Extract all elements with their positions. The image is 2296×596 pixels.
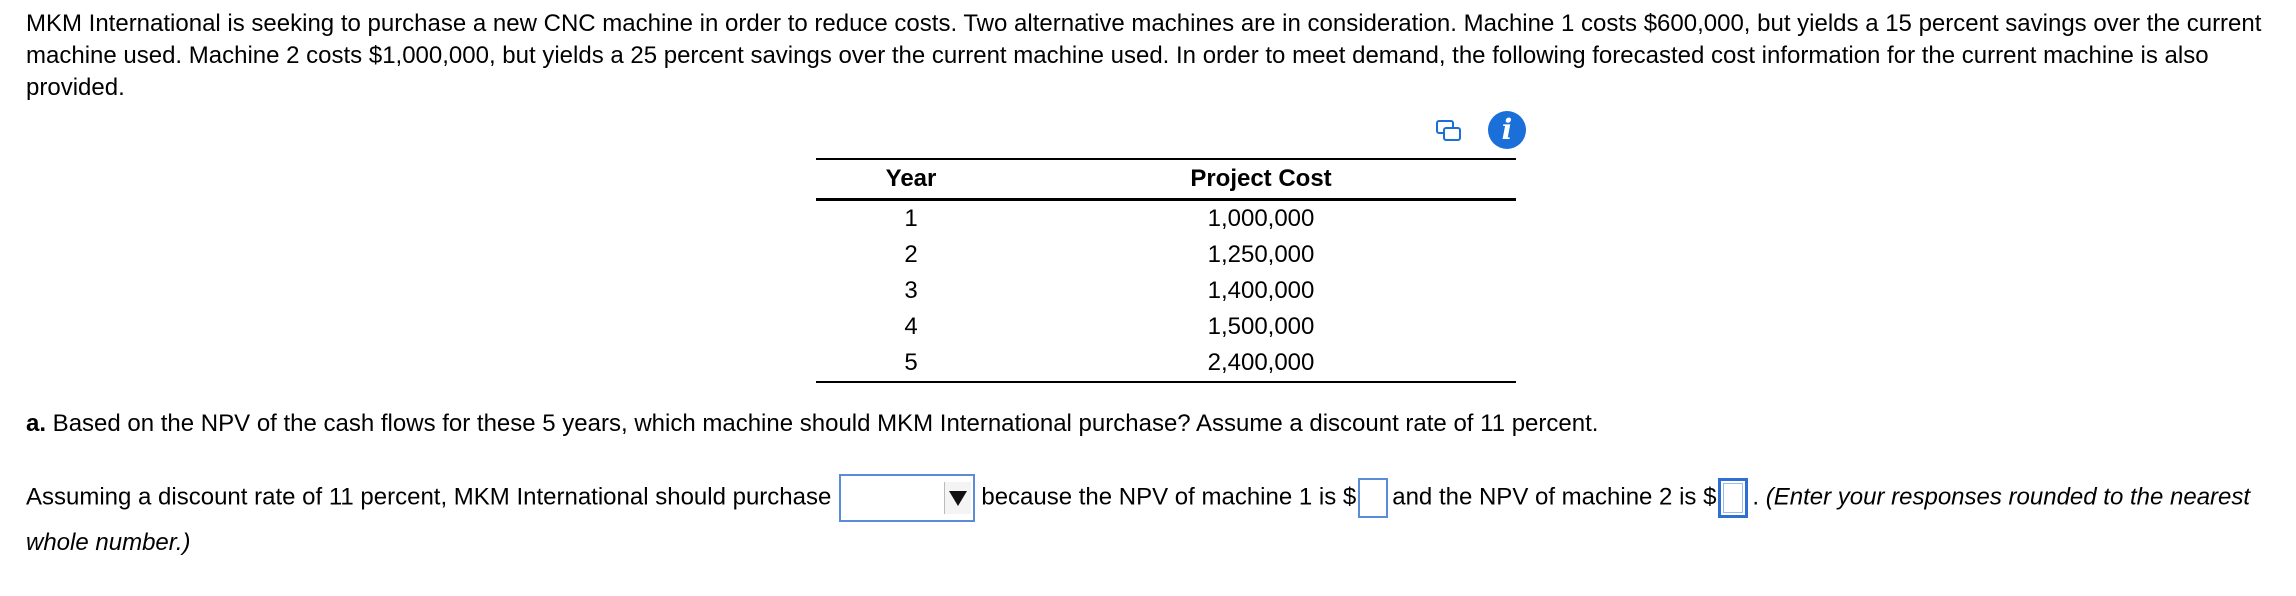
question-part-label: a.	[26, 410, 47, 437]
answer-middle-1: because the NPV of machine 1 is $	[981, 483, 1357, 511]
year-cell: 3	[904, 277, 918, 304]
npv-machine-2-input[interactable]	[1718, 478, 1748, 518]
answer-sentence	[26, 474, 2286, 564]
cost-cell: 1,400,000	[1207, 277, 1315, 304]
question-text: Based on the NPV of the cash flows for these 5 years, which machine should MKM International purchase? Assume a discount rate of 11 percent.	[46, 410, 1599, 437]
year-cell: 5	[816, 345, 1006, 382]
answer-prefix: Assuming a discount rate of 11 percent, MKM International should purchase	[26, 483, 832, 511]
column-header-year: Year	[816, 159, 1006, 200]
npv-machine-1-input[interactable]	[1358, 478, 1388, 518]
year-cell: 1	[904, 205, 918, 232]
column-header-project-cost: Project Cost	[1006, 159, 1516, 200]
machine-select-dropdown[interactable]	[839, 474, 975, 522]
table-row	[816, 345, 1516, 382]
cost-cell: 2,400,000	[1006, 345, 1516, 382]
question-a	[26, 408, 1598, 440]
answer-middle-2: and the NPV of machine 2 is $	[1392, 483, 1717, 511]
answer-suffix: .	[1752, 483, 1760, 511]
cost-table-container	[816, 158, 1516, 383]
chevron-down-icon[interactable]	[944, 482, 971, 514]
table-row	[816, 200, 1516, 238]
cost-table	[816, 158, 1516, 383]
table-row	[816, 273, 1516, 309]
cost-cell: 1,250,000	[1207, 241, 1315, 268]
table-row	[816, 237, 1516, 273]
rounding-note: (Enter your responses rounded to the nearest whole number.)	[26, 483, 2251, 556]
year-cell: 2	[904, 241, 918, 268]
year-cell: 4	[904, 313, 918, 340]
info-icon[interactable]: i	[1488, 111, 1526, 149]
copy-icon[interactable]	[1436, 120, 1462, 142]
table-row	[816, 309, 1516, 345]
cost-cell: 1,000,000	[1207, 205, 1315, 232]
cost-cell: 1,500,000	[1207, 313, 1315, 340]
problem-intro: MKM International is seeking to purchase a new CNC machine in order to reduce costs. Two alternative machines are in consideration. Machine 1 costs $600,000, but yields a 15 percent savings over the current machine used. Machine 2 costs $1,000,000, but yields a 25 percent savings over the current machine used. In order to meet demand, the following forecasted cost information for the current machine is also provided.	[26, 10, 2262, 101]
